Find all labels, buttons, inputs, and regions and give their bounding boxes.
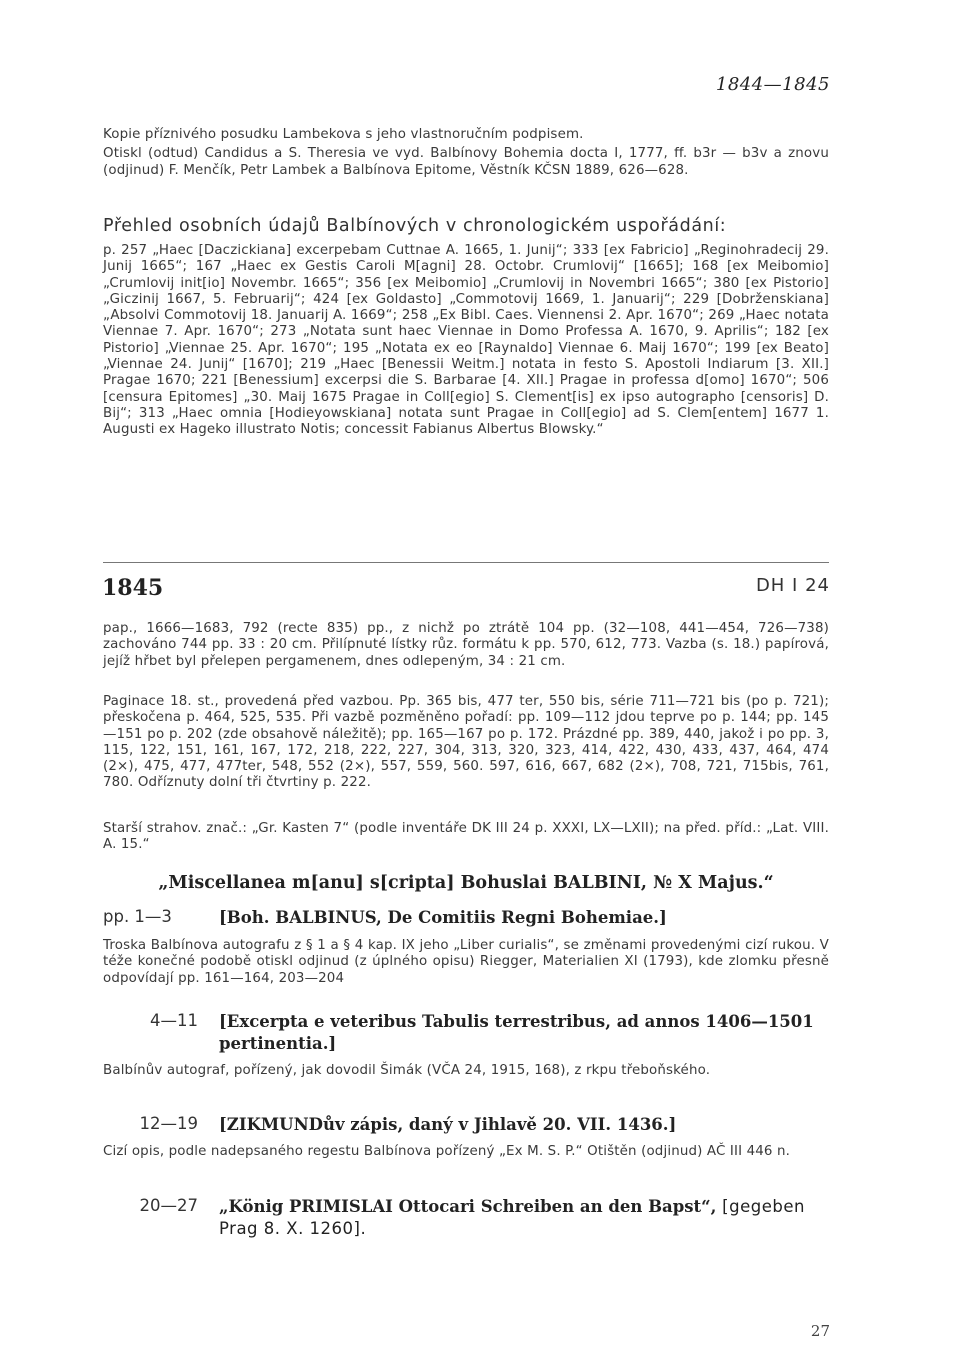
item-2-pages: 4—11	[150, 1011, 198, 1030]
intro-line-1: Kopie příznivého posudku Lambekova s jeho vlastnoručním podpisem.	[103, 127, 584, 142]
running-head: 1844—1845	[715, 74, 830, 95]
overview-title: Přehled osobních údajů Balbínových v chronologickém uspořádání:	[103, 216, 727, 236]
intro-paragraph	[103, 127, 829, 179]
item-4-title	[219, 1196, 829, 1240]
section-divider	[103, 562, 829, 563]
entry-signature: DH I 24	[755, 575, 830, 596]
item-1-heading	[103, 907, 829, 931]
entry-number: 1845	[102, 575, 164, 601]
item-4-title-plain: [gegeben Prag 8. X. 1260].	[219, 1197, 805, 1238]
entry-pagination	[103, 694, 829, 792]
item-3-title: [ZIKMUNDův zápis, daný v Jihlavě 20. VII. 1436.]	[219, 1115, 677, 1134]
manuscript-title: „Miscellanea m[anu] s[cripta] Bohuslai BALBINI, № X Majus.“	[158, 873, 774, 893]
item-3-note-block	[103, 1144, 829, 1160]
item-2-title: [Excerpta e veteribus Tabulis terrestribus, ad annos 1406—1501 pertinentia.]	[219, 1012, 814, 1053]
shelfmarks-description: Starší strahov. znač.: „Gr. Kasten 7“ (podle inventáře DK III 24 p. XXXI, LX—LXII); na před. příd.: „Lat. VIII. A. 15.“	[103, 821, 829, 853]
item-4-heading	[103, 1196, 829, 1242]
page-number: 27	[810, 1322, 830, 1340]
intro-line-2: Otiskl (odtud) Candidus a S. Theresia ve vyd. Balbínovy Bohemia docta I, 1777, ff. b3r — b3v a znovu (odjinud) F. Menčík, Petr Lambek a Balbínova Epitome, Věstník KČSN 1889, 626—628.	[103, 146, 829, 178]
item-4-title-bold: „König PRIMISLAI Ottocari Schreiben an den Bapst“,	[219, 1197, 717, 1216]
entry-physical	[103, 621, 829, 670]
physical-description: pap., 1666—1683, 792 (recte 835) pp., z nichž po ztrátě 104 pp. (32—108, 441—454, 726—738) zachováno 744 pp. 33 : 20 cm. Přilípnuté lístky růz. formátu k pp. 570, 612, 773. Vazba (s. 18.) papírová, jejíž hřbet byl přelepen pergamenem, dnes odlepeným, 34 : 21 cm.	[103, 621, 829, 669]
entry-shelfmarks	[103, 821, 829, 854]
item-3-pages: 12—19	[139, 1114, 198, 1133]
item-2-note-block	[103, 1063, 829, 1079]
item-2-heading	[103, 1011, 829, 1057]
item-3-heading	[103, 1114, 829, 1138]
item-1-pages: pp. 1—3	[103, 907, 172, 926]
overview-section	[103, 216, 829, 439]
item-4-pages: 20—27	[139, 1196, 198, 1215]
item-1-note: Troska Balbínova autografu z § 1 a § 4 kap. IX jeho „Liber curialis“, se změnami provedenými cizí rukou. V téže konečné podobě otiskl odjinud (z úplného opisu) Riegger, Materialien XI (1793), kde zlomku přesně odpovídají pp. 161—164, 203—204	[103, 938, 829, 986]
item-1-note-block	[103, 938, 829, 987]
overview-text: p. 257 „Haec [Daczickiana] excerpebam Cuttnae A. 1665, 1. Junij“; 333 [ex Fabricio] „Reginohradecij 29. Junij 1665“; 167 „Haec ex Gestis Caroli M[agni] 28. Octobr. Crumlovij“ [1665]; 168 [ex Meibomio] „Crumlovij init[io] Novembr. 1665“; 356 [ex Meibomio] „Crumlovij in Novembri 1665“; 380 [ex Pistorio] „Giczinij 1667, 5. Februarij“; 424 [ex Goldasto] „Commotovij 1669, 1. Januarij“; 229 [Dobrženskiana] „Absolvi Commotovij 18. Januarij A. 1669“; 258 „Ex Bibl. Caes. Viennensi 2. Apr. 1670“; 269 „Haec notata Viennae 7. Apr. 1670“; 273 „Notata sunt haec Viennae in Domo Professa A. 1670, 9. Aprilis“; 182 [ex Pistorio] „Viennae 25. Apr. 1670“; 195 „Notata ex eo [Raynaldo] Viennae 6. Maij 1670“; 199 [ex Beato] „Viennae 24. Junij“ [1670]; 219 „Haec [Benessii Weitm.] notata in festo S. Apostoli Indiarum [3. XII.] Pragae 1670; 221 [Benessium] excerpsi die S. Barbarae [4. XII.] Pragae in professa d[omo] 1670“; 506 [censura Epitomes] „30. Maij 1675 Pragae in Coll[egio] S. Clement[is] ex ipso autographo [censoris] D. Bij“; 313 „Haec omnia [Hodieyowskiana] notata sunt Pragae in Coll[egio] ad S. Clem[entem] 1677 1. Augusti ex Hageko illustrato Notis; concessit Fabianus Albertus Blowsky.“	[103, 243, 829, 438]
item-3-note: Cizí opis, podle nadepsaného regestu Balbínova pořízený „Ex M. S. P.“ Otištěn (odjinud) AČ III 446 n.	[103, 1144, 791, 1159]
item-1-title: [Boh. BALBINUS, De Comitiis Regni Bohemiae.]	[219, 908, 667, 927]
item-2-note: Balbínův autograf, pořízený, jak dovodil Šimák (VČA 24, 1915, 168), z rkpu třeboňského.	[103, 1063, 711, 1078]
pagination-description: Paginace 18. st., provedená před vazbou. Pp. 365 bis, 477 ter, 550 bis, série 711—721 bis (po p. 721); přeskočena p. 464, 525, 535. Při vazbě pozměněno pořadí: pp. 109—112 jdou teprve po p. 144; pp. 145—151 po p. 202 (zde obsahově náležitě); pp. 165—167 po p. 172. Prázdné pp. 389, 440, jakož i po pp. 3, 115, 122, 151, 161, 167, 172, 218, 222, 227, 304, 313, 320, 323, 414, 422, 430, 433, 437, 464, 474 (2×), 475, 477, 477ter, 548, 552 (2×), 557, 559, 560. 597, 616, 667, 682 (2×), 708, 721, 715bis, 761, 780. Odříznuty dolní tři čtvrtiny p. 222.	[103, 694, 829, 791]
